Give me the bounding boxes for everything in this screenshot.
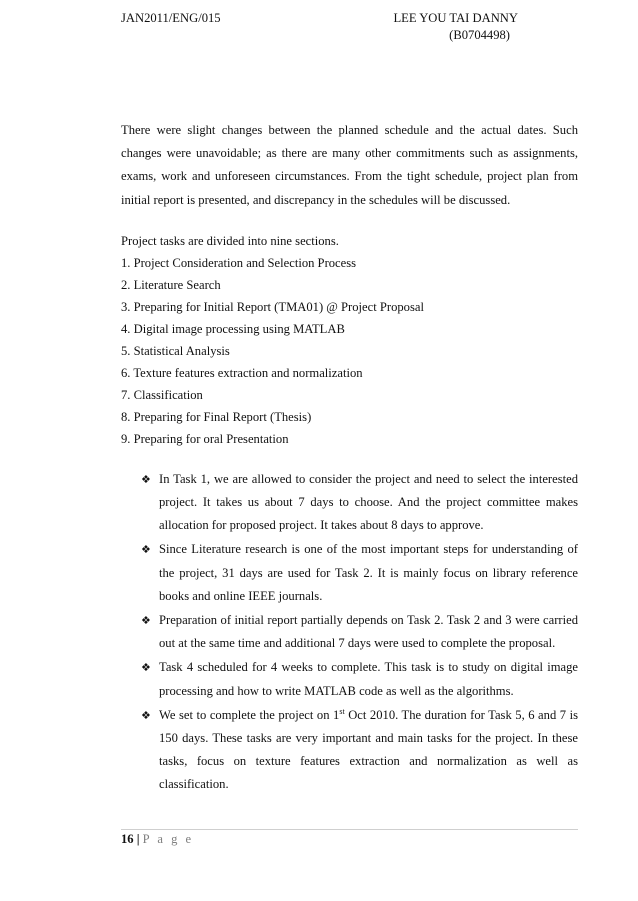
ordinal-suffix: st <box>339 706 345 716</box>
task-note-text: Since Literature research is one of the most important steps for understanding of the project, 31 days are used for Task 2. It is mainly focus on library reference books and online IEEE journals. <box>159 542 578 603</box>
task-item: 1. Project Consideration and Selection Process <box>121 255 357 270</box>
task-note <box>121 609 578 655</box>
task-note <box>121 468 578 538</box>
task-note-text-end: Oct 2010. The duration for Task 5, 6 and 7 is 150 days. These tasks are very important and main tasks for the project. In these tasks, focus on texture features extraction and normalization as well as classification. <box>159 707 578 792</box>
task-note <box>121 704 578 797</box>
header-author-id: (B0704498) <box>449 28 510 42</box>
diamond-bullet-icon: ❖ <box>141 543 151 557</box>
task-item: 6. Texture features extraction and normalization <box>121 365 363 380</box>
diamond-bullet-icon: ❖ <box>141 472 151 486</box>
header-author <box>298 10 518 44</box>
task-note-text: In Task 1, we are allowed to consider the project and need to select the interested project. It takes us about 7 days to choose. And the project committee makes allocation for proposed project. It takes about 8 days to approve. <box>159 471 578 533</box>
task-item: 8. Preparing for Final Report (Thesis) <box>121 409 312 424</box>
header-doc-code: JAN2011/ENG/015 <box>121 11 221 25</box>
page-footer <box>121 832 194 847</box>
task-note-text: Preparation of initial report partially depends on Task 2. Task 2 and 3 were carried out at the same time and additional 7 days were used to complete the proposal. <box>159 613 578 651</box>
task-note-text: Task 4 scheduled for 4 weeks to complete. This task is to study on digital image processing and how to write MATLAB code as well as the algorithms. <box>159 660 578 698</box>
task-note <box>121 538 578 608</box>
task-note <box>121 656 578 702</box>
diamond-bullet-icon: ❖ <box>141 614 151 628</box>
task-list <box>121 252 578 450</box>
diamond-bullet-icon: ❖ <box>141 661 151 675</box>
task-item: 7. Classification <box>121 387 203 402</box>
task-item: 3. Preparing for Initial Report (TMA01) @ Project Proposal <box>121 299 424 314</box>
task-item: 4. Digital image processing using MATLAB <box>121 321 345 336</box>
task-note-text-start: We set to complete the project on 1 <box>159 707 340 722</box>
footer-divider <box>121 829 578 830</box>
task-notes-list <box>121 468 578 797</box>
header-author-name: LEE YOU TAI DANNY <box>393 11 518 25</box>
page-number: 16 <box>121 832 134 846</box>
page-body <box>121 119 578 809</box>
task-note-text <box>159 708 578 792</box>
schedule-paragraph: There were slight changes between the planned schedule and the actual dates. Such changes were unavoidable; as there are many other commitments such as assignments, exams, work and unforeseen circumstances. From the tight schedule, project plan from initial report is presented, and discrepancy in the schedules will be discussed. <box>121 123 578 207</box>
tasks-intro: Project tasks are divided into nine sections. <box>121 233 339 248</box>
diamond-bullet-icon: ❖ <box>141 708 151 722</box>
task-item: 2. Literature Search <box>121 277 221 292</box>
footer-separator: | <box>133 832 143 846</box>
task-item: 5. Statistical Analysis <box>121 343 230 358</box>
page-label: P a g e <box>142 832 194 846</box>
task-item: 9. Preparing for oral Presentation <box>121 431 289 446</box>
